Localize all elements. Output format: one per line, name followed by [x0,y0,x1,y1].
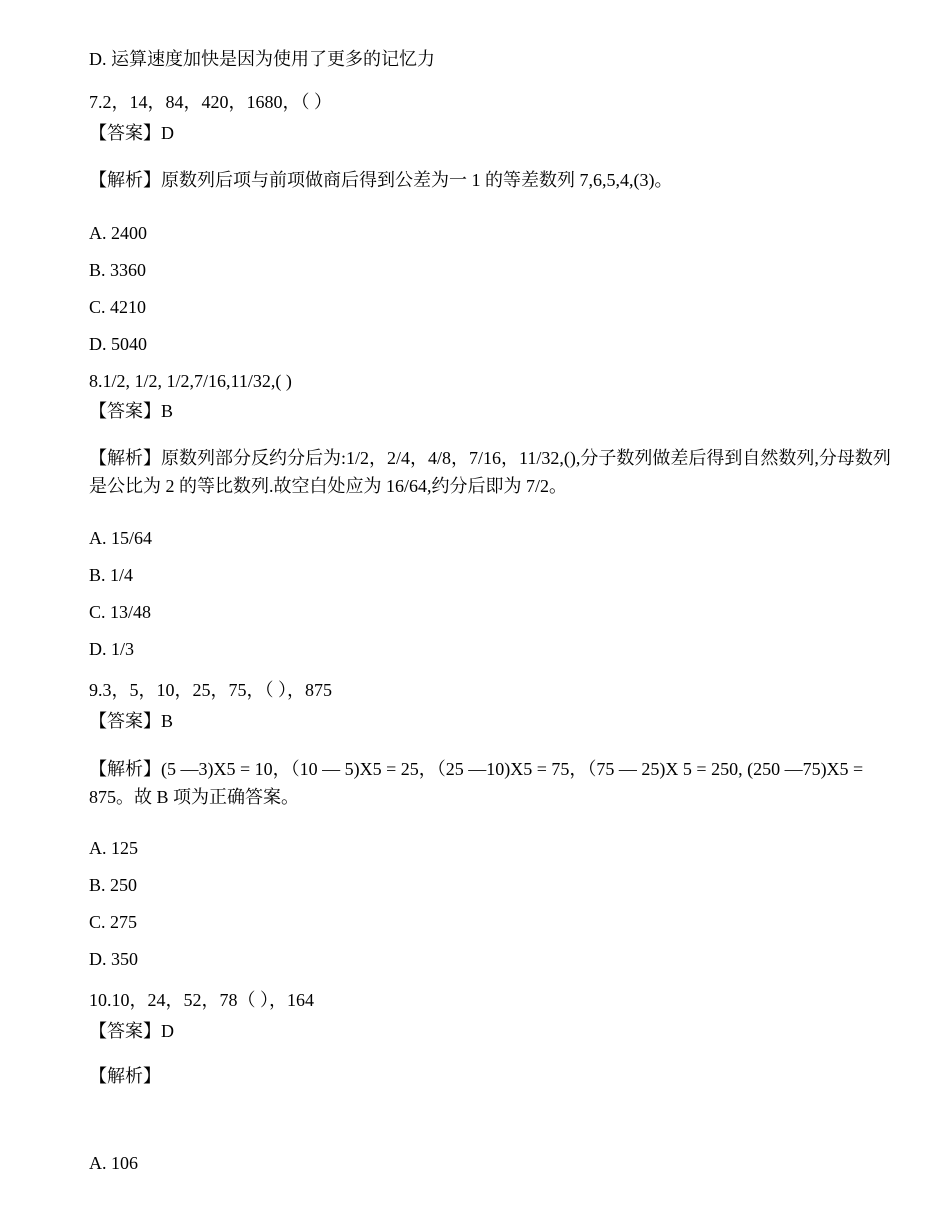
option-8-a: A. 15/64 [89,528,152,548]
option-9-d: D. 350 [89,949,138,969]
option-8-b: B. 1/4 [89,565,134,585]
question-7: 7.2，14，84，420，1680，（ ） [89,92,332,112]
option-7-c: C. 4210 [89,297,147,317]
answer-7: 【答案】D [89,123,174,143]
option-9-b: B. 250 [89,875,138,895]
explanation-8: 【解析】原数列部分反约分后为:1/2，2/4，4/8，7/16，11/32,(),分子数列做差后得到自然数列,分母数列是公比为 2 的等比数列.故空白处应为 16/64,约分后即为 7/2。 [89,448,891,496]
explanation-9: 【解析】(5 —3)X5 = 10，（10 — 5)X5 = 25，（25 —10)X5 = 75，（75 — 25)X 5 = 250, (250 —75)X5 = 875。故 B 项为正确答案。 [89,759,864,807]
option-7-a: A. 2400 [89,223,147,243]
option-d-top: D. 运算速度加快是因为使用了更多的记忆力 [89,49,435,69]
answer-8: 【答案】B [89,401,174,421]
option-9-a: A. 125 [89,838,138,858]
question-9: 9.3，5，10，25，75，（ ），875 [89,680,332,700]
question-8: 8.1/2, 1/2, 1/2,7/16,11/32,( ) [89,371,292,391]
question-10: 10.10，24，52，78（ ），164 [89,990,314,1010]
explanation-10: 【解析】 [89,1066,161,1086]
answer-10: 【答案】D [89,1021,174,1041]
option-10-a: A. 106 [89,1153,138,1173]
option-7-b: B. 3360 [89,260,147,280]
option-9-c: C. 275 [89,912,138,932]
option-7-d: D. 5040 [89,334,147,354]
explanation-7: 【解析】原数列后项与前项做商后得到公差为一 1 的等差数列 7,6,5,4,(3)。 [89,170,673,190]
option-8-c: C. 13/48 [89,602,152,622]
option-8-d: D. 1/3 [89,639,134,659]
answer-9: 【答案】B [89,711,174,731]
